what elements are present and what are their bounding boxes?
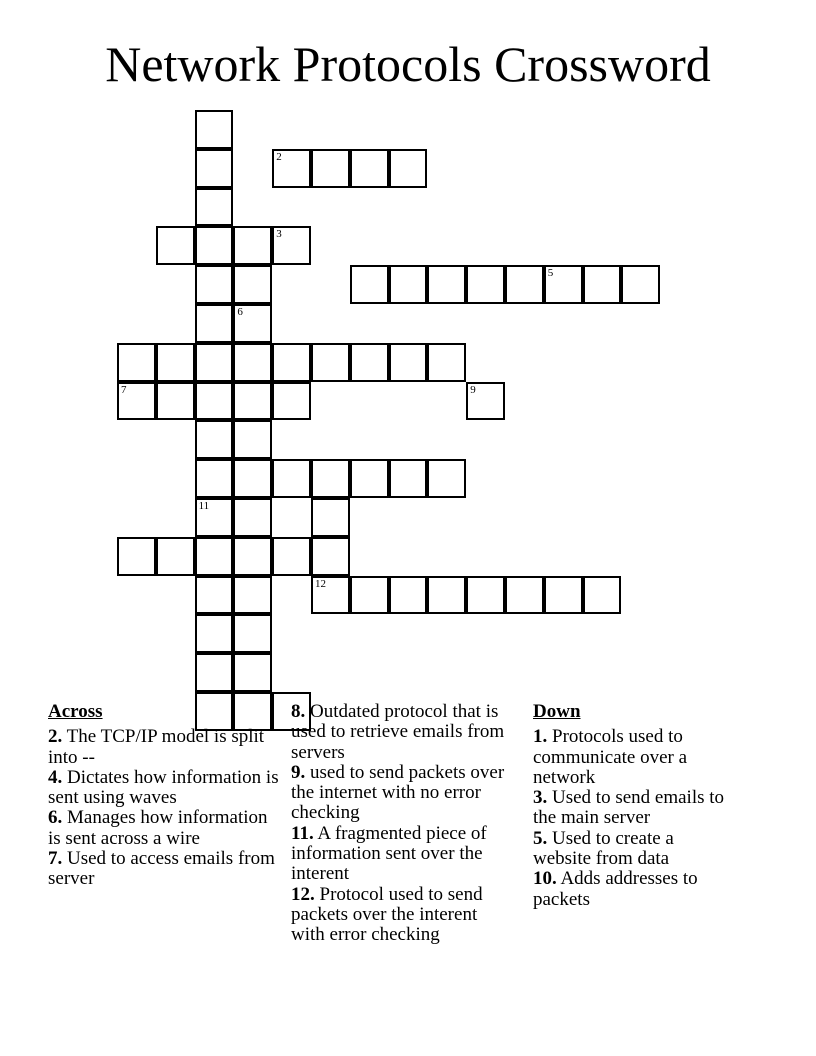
grid-cell[interactable] <box>195 576 234 615</box>
grid-cell[interactable] <box>117 343 156 382</box>
clue-number-label: 10. <box>533 868 557 890</box>
grid-cell[interactable] <box>195 614 234 653</box>
grid-cell[interactable] <box>389 576 428 615</box>
grid-cell[interactable] <box>233 537 272 576</box>
across-clue <box>48 849 283 890</box>
clue-number: 7 <box>121 383 127 396</box>
clue-text: Protocols used to communicate over a network <box>533 726 688 788</box>
grid-cell[interactable] <box>272 226 311 265</box>
grid-cell[interactable] <box>272 149 311 188</box>
grid-cell[interactable] <box>233 226 272 265</box>
grid-cell[interactable] <box>195 265 234 304</box>
grid-cell[interactable] <box>389 265 428 304</box>
clue-number-label: 1. <box>533 726 548 748</box>
clue-number-label: 11. <box>291 822 314 844</box>
grid-cell[interactable] <box>350 265 389 304</box>
grid-cell[interactable] <box>156 382 195 421</box>
clue-number-label: 8. <box>291 701 306 722</box>
grid-cell[interactable] <box>311 343 350 382</box>
grid-cell[interactable] <box>195 149 234 188</box>
grid-cell[interactable] <box>427 343 466 382</box>
clue-text: Used to create a website from data <box>533 827 674 870</box>
clue-number-label: 2. <box>48 726 63 748</box>
grid-cell[interactable] <box>233 382 272 421</box>
across-clue <box>291 763 511 824</box>
clue-text: Manages how information is sent across a wire <box>48 807 268 849</box>
grid-cell[interactable] <box>350 576 389 615</box>
grid-cell[interactable] <box>233 304 272 343</box>
clue-number-label: 12. <box>291 883 315 905</box>
clue-text: used to send packets over the internet with no error checking <box>291 761 505 824</box>
grid-cell[interactable] <box>195 498 234 537</box>
grid-cell[interactable] <box>195 226 234 265</box>
grid-cell[interactable] <box>117 382 156 421</box>
grid-cell[interactable] <box>233 459 272 498</box>
grid-cell[interactable] <box>350 343 389 382</box>
grid-cell[interactable] <box>311 459 350 498</box>
grid-cell[interactable] <box>195 537 234 576</box>
grid-cell[interactable] <box>389 149 428 188</box>
grid-cell[interactable] <box>311 149 350 188</box>
across-clues-col-2 <box>291 702 511 946</box>
clue-text: A fragmented piece of information sent over the interent <box>291 822 487 885</box>
grid-cell[interactable] <box>311 576 350 615</box>
grid-cell[interactable] <box>544 576 583 615</box>
grid-cell[interactable] <box>466 576 505 615</box>
down-clue <box>533 727 733 788</box>
grid-cell[interactable] <box>195 188 234 227</box>
across-clue <box>48 768 283 809</box>
grid-cell[interactable] <box>389 343 428 382</box>
clue-number: 6 <box>237 306 243 318</box>
grid-cell[interactable] <box>427 576 466 615</box>
grid-cell[interactable] <box>350 149 389 188</box>
grid-cell[interactable] <box>427 459 466 498</box>
clue-text: The TCP/IP model is split into -- <box>48 726 265 768</box>
clue-number-label: 3. <box>533 787 548 809</box>
grid-cell[interactable] <box>505 265 544 304</box>
grid-cell[interactable] <box>466 265 505 304</box>
grid-cell[interactable] <box>272 537 311 576</box>
grid-cell[interactable] <box>233 576 272 615</box>
clue-text: Used to access emails from server <box>48 848 275 890</box>
grid-cell[interactable] <box>195 420 234 459</box>
grid-cell[interactable] <box>233 653 272 692</box>
clue-number: 11 <box>198 500 210 512</box>
grid-cell[interactable] <box>544 265 583 304</box>
grid-cell[interactable] <box>156 343 195 382</box>
clue-number-label: 5. <box>533 827 548 849</box>
grid-cell[interactable] <box>311 498 350 537</box>
clue-text: Used to send emails to the main server <box>533 787 725 829</box>
grid-cell[interactable] <box>272 343 311 382</box>
grid-cell[interactable] <box>195 304 234 343</box>
grid-cell[interactable] <box>195 110 234 149</box>
grid-cell[interactable] <box>195 382 234 421</box>
grid-cell[interactable] <box>466 382 505 421</box>
clue-text: Outdated protocol that is used to retrieve emails from servers <box>291 701 505 763</box>
grid-cell[interactable] <box>233 343 272 382</box>
grid-cell[interactable] <box>350 459 389 498</box>
clue-number: 5 <box>547 267 554 280</box>
grid-cell[interactable] <box>195 653 234 692</box>
grid-cell[interactable] <box>621 265 660 304</box>
clue-text: Adds addresses to packets <box>533 868 698 910</box>
across-clue <box>291 824 511 885</box>
clue-number: 9 <box>470 383 476 396</box>
down-clue <box>533 829 733 870</box>
across-clue <box>291 885 511 946</box>
grid-cell[interactable] <box>427 265 466 304</box>
grid-cell[interactable] <box>156 226 195 265</box>
down-heading: Down <box>533 701 581 722</box>
page-title: Network Protocols Crossword <box>105 36 711 92</box>
grid-cell[interactable] <box>117 537 156 576</box>
grid-cell[interactable] <box>583 576 622 615</box>
grid-cell[interactable] <box>389 459 428 498</box>
clue-number: 3 <box>276 228 282 241</box>
grid-cell[interactable] <box>272 382 311 421</box>
down-clue <box>533 869 733 910</box>
across-clues-col-1 <box>48 702 283 890</box>
grid-cell[interactable] <box>233 498 272 537</box>
grid-cell[interactable] <box>195 459 234 498</box>
grid-cell[interactable] <box>233 614 272 653</box>
grid-cell[interactable] <box>233 420 272 459</box>
across-clue <box>48 727 283 768</box>
clue-text: Protocol used to send packets over the interent with error checking <box>291 883 483 946</box>
grid-cell[interactable] <box>311 537 350 576</box>
clue-number: 12 <box>315 577 326 590</box>
across-heading: Across <box>48 701 103 722</box>
grid-cell[interactable] <box>156 537 195 576</box>
grid-cell[interactable] <box>505 576 544 615</box>
down-clues-col <box>533 702 733 910</box>
grid-cell[interactable] <box>233 265 272 304</box>
grid-cell[interactable] <box>195 343 234 382</box>
clue-number: 2 <box>276 150 282 163</box>
grid-cell[interactable] <box>272 459 311 498</box>
across-clue <box>48 808 283 849</box>
grid-cell[interactable] <box>583 265 622 304</box>
clue-number-label: 7. <box>48 848 63 870</box>
across-clue <box>291 702 511 763</box>
down-clue <box>533 788 733 829</box>
clue-text: Dictates how information is sent using waves <box>48 766 279 809</box>
clue-number-label: 9. <box>291 761 306 783</box>
clue-number-label: 4. <box>48 766 63 788</box>
clue-number-label: 6. <box>48 807 63 829</box>
